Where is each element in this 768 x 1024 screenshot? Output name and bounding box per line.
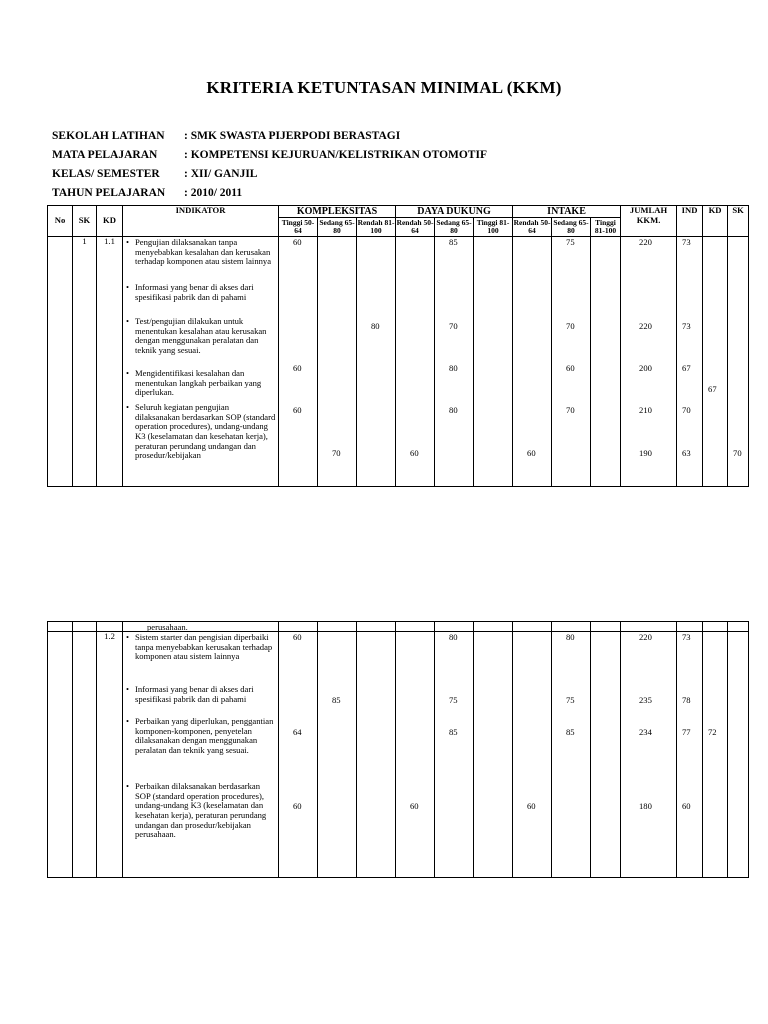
vals-d-tinggi: [474, 632, 513, 878]
vals-jumlah: [621, 237, 677, 487]
cell-value: 73: [682, 632, 691, 642]
vals-k-tinggi: [279, 632, 318, 878]
col-d-rendah: Rendah 50-64: [396, 218, 434, 236]
vals-i-rendah: [513, 237, 552, 487]
vals-d-rendah: [396, 237, 435, 487]
cell-value: 73: [682, 321, 691, 332]
col-i-rendah: Rendah 50-64: [513, 218, 551, 236]
indicator-item: • Test/pengujian dilakukan untuk menentukan kesalahan atau kerusakan dengan menggunakan peralatan dan teknik yang sesuai.: [126, 317, 276, 369]
col-kd: KD: [97, 206, 123, 237]
vals-d-rendah: [396, 632, 435, 878]
indicator-item: • Perbaikan yang diperlukan, penggantian komponen-komponen, penyetelan dilaksanakan dengan menggunakan peralatan dan teknik yang sesuai.: [126, 717, 276, 782]
vals-i-sedang: [552, 237, 591, 487]
indicator-item: • Informasi yang benar di akses dari spesifikasi pabrik dan di pahami: [126, 283, 276, 317]
indicator-item: • Mengidentifikasi kesalahan dan menentukan langkah perbaikan yang diperlukan.: [126, 369, 276, 403]
vals-d-sedang: [435, 632, 474, 878]
cell-value: 80: [449, 632, 458, 642]
cell-value: 75: [566, 695, 575, 705]
indicator-cell: [123, 632, 279, 878]
info-label: KELAS/ SEMESTER: [52, 168, 160, 180]
cell-value: 180: [639, 801, 652, 811]
info-row-subject: [52, 146, 487, 165]
vals-i-tinggi: [591, 237, 621, 487]
kd-value: 67: [708, 384, 717, 395]
cell-value: 70: [332, 448, 341, 459]
cell-value: 85: [449, 237, 458, 248]
cell-value: 78: [682, 695, 691, 705]
info-label: SEKOLAH LATIHAN: [52, 130, 165, 142]
info-value: : 2010/ 2011: [184, 187, 243, 199]
cell-value: 80: [449, 405, 458, 416]
cell-value: 220: [639, 237, 652, 248]
cell-value: 235: [639, 695, 652, 705]
cell-value: 200: [639, 363, 652, 374]
vals-k-sedang: [318, 632, 357, 878]
cell-value: 85: [332, 695, 341, 705]
col-k-rendah: Rendah 81-100: [357, 218, 395, 236]
cell-value: 85: [449, 727, 458, 737]
cell-value: 220: [639, 321, 652, 332]
cell-value: 220: [639, 632, 652, 642]
vals-d-tinggi: [474, 237, 513, 487]
continuation-text: perusahaan.: [147, 622, 188, 632]
col-indikator: INDIKATOR: [123, 206, 279, 237]
indicator-item: • Sistem starter dan pengisian diperbaiki tanpa menyebabkan kerusakan terhadap komponen atau sistem lainnya: [126, 633, 276, 685]
vals-sk: [728, 632, 749, 878]
cell-value: 60: [410, 801, 419, 811]
cell-value: 234: [639, 727, 652, 737]
vals-k-rendah: [357, 632, 396, 878]
cell-value: 67: [682, 363, 691, 374]
vals-kd: [703, 237, 728, 487]
cell-value: 80: [371, 321, 380, 332]
sk-number: 1: [73, 237, 97, 487]
cell-value: 210: [639, 405, 652, 416]
cell-value: 64: [293, 727, 302, 737]
col-no: No: [48, 206, 73, 237]
cell-value: 60: [527, 448, 536, 459]
vals-k-sedang: [318, 237, 357, 487]
indicator-item: • Informasi yang benar di akses dari spesifikasi pabrik dan di pahami: [126, 685, 276, 717]
cell-value: 60: [566, 363, 575, 374]
col-jumlah-kkm: JUMLAH KKM.: [621, 206, 677, 237]
cell-value: 85: [566, 727, 575, 737]
info-row-class: [52, 165, 487, 184]
cell-value: 70: [566, 405, 575, 416]
cell-value: 60: [293, 405, 302, 416]
col-ind: IND: [677, 206, 703, 237]
vals-ind: [677, 632, 703, 878]
info-label: MATA PELAJARAN: [52, 149, 158, 161]
table-row: [48, 622, 749, 632]
cell-value: 60: [293, 801, 302, 811]
vals-i-rendah: [513, 632, 552, 878]
col-k-sedang: Sedang 65-80: [319, 218, 355, 236]
info-value: : XII/ GANJIL: [184, 168, 258, 180]
vals-jumlah: [621, 632, 677, 878]
col-d-sedang: Sedang 65-80: [436, 218, 472, 236]
col-i-tinggi: Tinggi 81-100: [591, 218, 621, 237]
sk-value: 70: [733, 448, 742, 459]
cell-value: 75: [449, 695, 458, 705]
col-sk-value: SK: [728, 206, 749, 237]
table-row: [48, 632, 749, 878]
vals-sk: [728, 237, 749, 487]
cell-value: 80: [566, 632, 575, 642]
document-title: KRITERIA KETUNTASAN MINIMAL (KKM): [206, 78, 562, 97]
indicator-item: • Perbaikan dilaksanakan berdasarkan SOP (standard operation procedures), undang-undang K3 (keselamatan dan kesehatan kerja), peraturan perundang undangan dan prosedur/kebijakan perusahaan.: [126, 782, 276, 840]
indicator-item: • Seluruh kegiatan pengujian dilaksanakan berdasarkan SOP (standard operation procedures), undang-undang K3 (keselamatan dan kesehatan kerja), peraturan perundang undangan dan prosedur/kebijakan: [126, 403, 276, 461]
cell-value: 60: [293, 237, 302, 248]
col-daya-dukung: DAYA DUKUNG: [396, 206, 513, 218]
table-row: [48, 237, 749, 487]
info-label: TAHUN PELAJARAN: [52, 187, 166, 199]
cell-value: 60: [293, 363, 302, 374]
col-kompleksitas: KOMPLEKSITAS: [279, 206, 396, 218]
info-row-school: [52, 127, 487, 146]
vals-i-sedang: [552, 632, 591, 878]
kd-value: 72: [708, 727, 717, 737]
col-intake: INTAKE: [513, 206, 621, 218]
cell-value: 77: [682, 727, 691, 737]
vals-kd: [703, 632, 728, 878]
cell-value: 70: [566, 321, 575, 332]
kd-number: 1.2: [97, 632, 123, 878]
cell-value: 63: [682, 448, 691, 459]
kkm-table-page-1: [47, 205, 749, 487]
info-value: : KOMPETENSI KEJURUAN/KELISTRIKAN OTOMOTIF: [184, 149, 487, 161]
col-kd-value: KD: [703, 206, 728, 237]
cell-value: 70: [682, 405, 691, 416]
col-i-sedang: Sedang 65-80: [553, 218, 589, 236]
vals-k-tinggi: [279, 237, 318, 487]
vals-k-rendah: [357, 237, 396, 487]
vals-i-tinggi: [591, 632, 621, 878]
header-info: [52, 127, 487, 203]
info-value: : SMK SWASTA PIJERPODI BERASTAGI: [184, 130, 401, 142]
cell-value: 80: [449, 363, 458, 374]
indicator-cell: [123, 237, 279, 487]
cell-value: 60: [410, 448, 419, 459]
vals-ind: [677, 237, 703, 487]
info-row-year: [52, 184, 487, 203]
kkm-table-page-2: [47, 621, 749, 878]
cell-value: 60: [682, 801, 691, 811]
cell-value: 60: [293, 632, 302, 642]
vals-d-sedang: [435, 237, 474, 487]
cell-value: 60: [527, 801, 536, 811]
col-sk: SK: [73, 206, 97, 237]
cell-value: 70: [449, 321, 458, 332]
indicator-item: • Pengujian dilaksanakan tanpa menyebabkan kesalahan dan kerusakan terhadap komponen atau sistem lainnya: [126, 238, 276, 283]
cell-value: 190: [639, 448, 652, 459]
col-k-tinggi: Tinggi 50-64: [279, 218, 318, 237]
col-d-tinggi: Tinggi 81-100: [474, 218, 513, 237]
cell-value: 75: [566, 237, 575, 248]
cell-value: 73: [682, 237, 691, 248]
kd-number: 1.1: [97, 237, 123, 487]
